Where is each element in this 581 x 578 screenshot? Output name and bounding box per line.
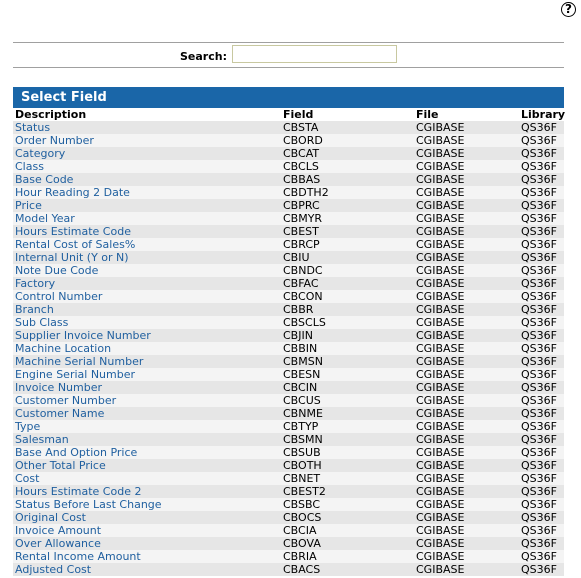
row-field: CBCUS [281, 394, 414, 407]
row-library: QS36F [519, 160, 564, 173]
table-row[interactable] [13, 420, 564, 433]
row-description-link[interactable]: Base And Option Price [13, 446, 281, 459]
row-file: CGIBASE [414, 160, 519, 173]
row-file: CGIBASE [414, 251, 519, 264]
table-row[interactable] [13, 407, 564, 420]
row-file: CGIBASE [414, 303, 519, 316]
row-library: QS36F [519, 472, 564, 485]
table-row[interactable] [13, 251, 564, 264]
table-row[interactable] [13, 342, 564, 355]
table-row[interactable] [13, 199, 564, 212]
row-description-link[interactable]: Over Allowance [13, 537, 281, 550]
panel-title: Select Field [13, 87, 564, 108]
table-row[interactable] [13, 368, 564, 381]
row-file: CGIBASE [414, 212, 519, 225]
table-row[interactable] [13, 394, 564, 407]
row-field: CBBIN [281, 342, 414, 355]
row-library: QS36F [519, 420, 564, 433]
row-file: CGIBASE [414, 173, 519, 186]
row-file: CGIBASE [414, 121, 519, 134]
row-file: CGIBASE [414, 355, 519, 368]
row-file: CGIBASE [414, 550, 519, 563]
row-description-link[interactable]: Engine Serial Number [13, 368, 281, 381]
table-row[interactable] [13, 329, 564, 342]
row-library: QS36F [519, 173, 564, 186]
table-row[interactable] [13, 316, 564, 329]
row-description-link[interactable]: Hours Estimate Code [13, 225, 281, 238]
table-row[interactable] [13, 550, 564, 563]
row-file: CGIBASE [414, 498, 519, 511]
row-field: CBEST2 [281, 485, 414, 498]
row-library: QS36F [519, 485, 564, 498]
row-file: CGIBASE [414, 225, 519, 238]
row-description-link[interactable]: Control Number [13, 290, 281, 303]
table-row[interactable] [13, 225, 564, 238]
row-file: CGIBASE [414, 290, 519, 303]
row-field: CBNDC [281, 264, 414, 277]
row-field: CBNET [281, 472, 414, 485]
table-row[interactable] [13, 264, 564, 277]
top-divider [13, 42, 564, 43]
row-field: CBSTA [281, 121, 414, 134]
search-label: Search: [180, 50, 227, 63]
row-description-link[interactable]: Invoice Number [13, 381, 281, 394]
table-row[interactable] [13, 355, 564, 368]
row-field: CBCON [281, 290, 414, 303]
row-description-link[interactable]: Adjusted Cost [13, 563, 281, 576]
row-library: QS36F [519, 329, 564, 342]
row-field: CBEST [281, 225, 414, 238]
row-file: CGIBASE [414, 381, 519, 394]
row-field: CBPRC [281, 199, 414, 212]
row-field: CBCIA [281, 524, 414, 537]
row-description-link[interactable]: Rental Cost of Sales% [13, 238, 281, 251]
row-file: CGIBASE [414, 394, 519, 407]
row-library: QS36F [519, 316, 564, 329]
row-description-link[interactable]: Sub Class [13, 316, 281, 329]
row-file: CGIBASE [414, 264, 519, 277]
row-library: QS36F [519, 238, 564, 251]
table-row[interactable] [13, 160, 564, 173]
row-field: CBCIN [281, 381, 414, 394]
row-library: QS36F [519, 147, 564, 160]
row-description-link[interactable]: Class [13, 160, 281, 173]
row-field: CBTYP [281, 420, 414, 433]
row-library: QS36F [519, 407, 564, 420]
row-file: CGIBASE [414, 186, 519, 199]
table-row[interactable] [13, 277, 564, 290]
row-field: CBSCLS [281, 316, 414, 329]
row-description-link[interactable]: Customer Name [13, 407, 281, 420]
row-description-link[interactable]: Machine Location [13, 342, 281, 355]
row-field: CBIU [281, 251, 414, 264]
row-file: CGIBASE [414, 277, 519, 290]
table-row[interactable] [13, 238, 564, 251]
row-description-link[interactable]: Status [13, 121, 281, 134]
column-header-library: Library [521, 108, 566, 121]
row-description-link[interactable]: Invoice Amount [13, 524, 281, 537]
row-field: CBACS [281, 563, 414, 576]
table-row[interactable] [13, 537, 564, 550]
table-row[interactable] [13, 173, 564, 186]
row-field: CBJIN [281, 329, 414, 342]
row-library: QS36F [519, 433, 564, 446]
bottom-divider [13, 67, 564, 68]
row-library: QS36F [519, 563, 564, 576]
row-description-link[interactable]: Base Code [13, 173, 281, 186]
row-field: CBBAS [281, 173, 414, 186]
row-description-link[interactable]: Internal Unit (Y or N) [13, 251, 281, 264]
row-description-link[interactable]: Other Total Price [13, 459, 281, 472]
row-description-link[interactable]: Note Due Code [13, 264, 281, 277]
row-library: QS36F [519, 199, 564, 212]
table-row[interactable] [13, 511, 564, 524]
table-row[interactable] [13, 186, 564, 199]
row-library: QS36F [519, 524, 564, 537]
row-library: QS36F [519, 355, 564, 368]
row-file: CGIBASE [414, 329, 519, 342]
column-header-field: Field [283, 108, 314, 121]
row-description-link[interactable]: Customer Number [13, 394, 281, 407]
row-file: CGIBASE [414, 446, 519, 459]
row-file: CGIBASE [414, 537, 519, 550]
row-library: QS36F [519, 121, 564, 134]
table-row[interactable] [13, 134, 564, 147]
row-file: CGIBASE [414, 368, 519, 381]
table-row[interactable] [13, 303, 564, 316]
row-library: QS36F [519, 290, 564, 303]
row-field: CBMYR [281, 212, 414, 225]
row-file: CGIBASE [414, 433, 519, 446]
table-row[interactable] [13, 472, 564, 485]
row-field: CBBR [281, 303, 414, 316]
row-description-link[interactable]: Salesman [13, 433, 281, 446]
row-file: CGIBASE [414, 524, 519, 537]
search-input[interactable] [232, 45, 397, 63]
table-row[interactable] [13, 147, 564, 160]
row-library: QS36F [519, 537, 564, 550]
table-row[interactable] [13, 563, 564, 576]
table-row[interactable] [13, 446, 564, 459]
table-row[interactable] [13, 498, 564, 511]
row-field: CBDTH2 [281, 186, 414, 199]
row-library: QS36F [519, 342, 564, 355]
column-header-file: File [416, 108, 439, 121]
row-file: CGIBASE [414, 472, 519, 485]
row-description-link[interactable]: Cost [13, 472, 281, 485]
row-file: CGIBASE [414, 511, 519, 524]
row-description-link[interactable]: Model Year [13, 212, 281, 225]
row-description-link[interactable]: Hour Reading 2 Date [13, 186, 281, 199]
row-field: CBNME [281, 407, 414, 420]
table-row[interactable] [13, 212, 564, 225]
row-library: QS36F [519, 381, 564, 394]
row-file: CGIBASE [414, 563, 519, 576]
row-file: CGIBASE [414, 459, 519, 472]
row-file: CGIBASE [414, 147, 519, 160]
row-description-link[interactable]: Supplier Invoice Number [13, 329, 281, 342]
row-library: QS36F [519, 498, 564, 511]
row-file: CGIBASE [414, 342, 519, 355]
row-field: CBESN [281, 368, 414, 381]
column-header-description: Description [15, 108, 87, 121]
table-row[interactable] [13, 121, 564, 134]
table-row[interactable] [13, 485, 564, 498]
row-library: QS36F [519, 446, 564, 459]
row-description-link[interactable]: Original Cost [13, 511, 281, 524]
row-description-link[interactable]: Branch [13, 303, 281, 316]
row-description-link[interactable]: Hours Estimate Code 2 [13, 485, 281, 498]
row-description-link[interactable]: Machine Serial Number [13, 355, 281, 368]
row-field: CBORD [281, 134, 414, 147]
row-library: QS36F [519, 394, 564, 407]
table-header-row [13, 108, 564, 121]
row-file: CGIBASE [414, 407, 519, 420]
row-description-link[interactable]: Category [13, 147, 281, 160]
row-field: CBMSN [281, 355, 414, 368]
row-library: QS36F [519, 303, 564, 316]
row-field: CBSMN [281, 433, 414, 446]
help-icon[interactable]: ? [561, 2, 576, 17]
row-file: CGIBASE [414, 420, 519, 433]
row-field: CBSUB [281, 446, 414, 459]
table-row[interactable] [13, 524, 564, 537]
row-library: QS36F [519, 251, 564, 264]
row-field: CBSBC [281, 498, 414, 511]
row-description-link[interactable]: Factory [13, 277, 281, 290]
row-field: CBRIA [281, 550, 414, 563]
row-file: CGIBASE [414, 485, 519, 498]
row-file: CGIBASE [414, 238, 519, 251]
row-field: CBOTH [281, 459, 414, 472]
row-library: QS36F [519, 368, 564, 381]
row-library: QS36F [519, 277, 564, 290]
row-description-link[interactable]: Type [13, 420, 281, 433]
row-library: QS36F [519, 212, 564, 225]
row-description-link[interactable]: Price [13, 199, 281, 212]
table-row[interactable] [13, 459, 564, 472]
select-field-panel [13, 87, 564, 576]
row-library: QS36F [519, 550, 564, 563]
row-file: CGIBASE [414, 316, 519, 329]
row-description-link[interactable]: Rental Income Amount [13, 550, 281, 563]
row-description-link[interactable]: Status Before Last Change [13, 498, 281, 511]
table-row[interactable] [13, 433, 564, 446]
row-field: CBFAC [281, 277, 414, 290]
row-field: CBRCP [281, 238, 414, 251]
row-library: QS36F [519, 225, 564, 238]
row-field: CBOVA [281, 537, 414, 550]
row-library: QS36F [519, 511, 564, 524]
row-file: CGIBASE [414, 134, 519, 147]
row-library: QS36F [519, 459, 564, 472]
row-field: CBCLS [281, 160, 414, 173]
row-library: QS36F [519, 264, 564, 277]
table-row[interactable] [13, 381, 564, 394]
field-table [13, 108, 564, 576]
row-library: QS36F [519, 186, 564, 199]
table-row[interactable] [13, 290, 564, 303]
row-library: QS36F [519, 134, 564, 147]
row-description-link[interactable]: Order Number [13, 134, 281, 147]
row-file: CGIBASE [414, 199, 519, 212]
row-field: CBCAT [281, 147, 414, 160]
row-field: CBOCS [281, 511, 414, 524]
